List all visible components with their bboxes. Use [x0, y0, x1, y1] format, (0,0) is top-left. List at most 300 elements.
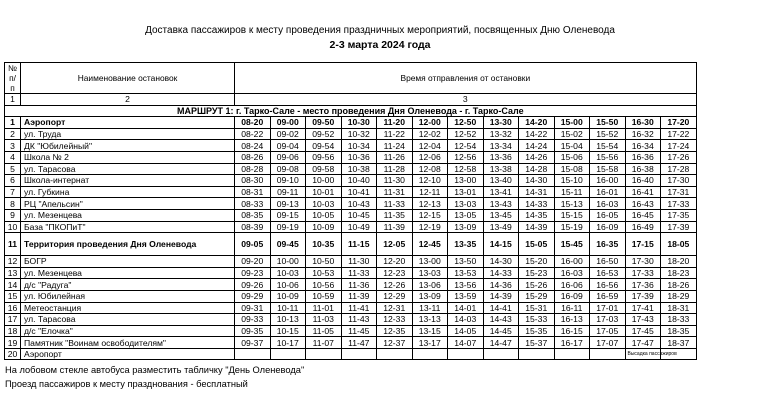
departure-time: 09-11	[270, 186, 306, 198]
departure-time: 15-58	[590, 163, 626, 175]
departure-time: 16-40	[625, 175, 661, 187]
departure-time: 13-06	[412, 279, 448, 291]
departure-time: 12-15	[412, 209, 448, 221]
departure-time: 14-03	[448, 314, 484, 326]
departure-time: 13-01	[448, 186, 484, 198]
departure-time: 13-41	[483, 186, 519, 198]
departure-time: 17-03	[590, 314, 626, 326]
departure-time: 12-45	[412, 233, 448, 256]
departure-time: 12-19	[412, 221, 448, 233]
departure-time: 15-50	[590, 117, 626, 129]
departure-time: 17-33	[625, 267, 661, 279]
departure-time: 17-43	[625, 314, 661, 326]
departure-time: 10-30	[341, 117, 377, 129]
departure-time	[341, 348, 377, 360]
departure-time: 14-39	[483, 290, 519, 302]
departure-time: 09-35	[235, 325, 271, 337]
departure-time: 10-50	[306, 256, 342, 268]
departure-time: 11-43	[341, 314, 377, 326]
departure-time: 10-09	[270, 290, 306, 302]
departure-time: 11-15	[341, 233, 377, 256]
departure-time: 16-09	[590, 221, 626, 233]
row-number: 13	[5, 267, 21, 279]
departure-time: 10-06	[270, 279, 306, 291]
departure-time: 13-45	[483, 209, 519, 221]
departure-time: 12-58	[448, 163, 484, 175]
stop-name: д/с "Елочка"	[21, 325, 235, 337]
departure-time: 16-00	[554, 256, 590, 268]
header-index-1: 1	[5, 94, 21, 106]
departure-time: 14-30	[519, 175, 555, 187]
row-number: 18	[5, 325, 21, 337]
row-number: 17	[5, 314, 21, 326]
departure-time: 13-36	[483, 151, 519, 163]
departure-time: 11-39	[341, 290, 377, 302]
departure-time: 12-31	[377, 302, 413, 314]
departure-time: 13-09	[412, 290, 448, 302]
departure-time: 12-54	[448, 140, 484, 152]
departure-time: 14-24	[519, 140, 555, 152]
departure-time: 08-30	[235, 175, 271, 187]
footer-note-sign: На лобовом стекле автобуса разместить табличку "День Оленевода"	[5, 365, 305, 375]
departure-time: 17-36	[625, 279, 661, 291]
departure-time: 13-56	[448, 279, 484, 291]
row-number: 16	[5, 302, 21, 314]
stop-name: Школа-интернат	[21, 175, 235, 187]
departure-time	[412, 348, 448, 360]
departure-time: 18-23	[661, 267, 697, 279]
header-row	[5, 63, 697, 94]
departure-time: 14-35	[519, 209, 555, 221]
departure-time: 17-47	[625, 337, 661, 349]
table-row	[5, 337, 697, 349]
departure-time: 10-03	[270, 267, 306, 279]
departure-time: 15-20	[519, 256, 555, 268]
header-time: Время отправления от остановки	[235, 63, 697, 94]
departure-time: 15-13	[554, 198, 590, 210]
document-date: 2-3 марта 2024 года	[329, 39, 431, 51]
stop-name: Аэропорт	[21, 348, 235, 360]
stop-name: ул. Труда	[21, 128, 235, 140]
departure-time: 15-45	[554, 233, 590, 256]
departure-time: 13-03	[412, 267, 448, 279]
departure-time: 09-31	[235, 302, 271, 314]
departure-time: 10-59	[306, 290, 342, 302]
departure-time: 16-17	[554, 337, 590, 349]
departure-time: 16-38	[625, 163, 661, 175]
document-title: Доставка пассажиров к месту проведения праздничных мероприятий, посвященных Дню Оленевода	[145, 25, 615, 36]
departure-time: 16-43	[625, 198, 661, 210]
departure-time: 10-09	[306, 221, 342, 233]
stop-name: Метеостанция	[21, 302, 235, 314]
departure-time: 12-00	[412, 117, 448, 129]
departure-time: 16-03	[554, 267, 590, 279]
departure-time: 09-56	[306, 151, 342, 163]
departure-time: 15-04	[554, 140, 590, 152]
departure-time: 12-23	[377, 267, 413, 279]
departure-time: 09-05	[235, 233, 271, 256]
departure-time: 18-37	[661, 337, 697, 349]
departure-time: 17-05	[590, 325, 626, 337]
departure-time: 10-40	[341, 175, 377, 187]
departure-time: 09-19	[270, 221, 306, 233]
departure-time: 16-32	[625, 128, 661, 140]
departure-time: 11-45	[341, 325, 377, 337]
departure-time: 12-35	[377, 325, 413, 337]
departure-time: 09-37	[235, 337, 271, 349]
stop-name: БОГР	[21, 256, 235, 268]
departure-time: 12-33	[377, 314, 413, 326]
departure-time: 15-37	[519, 337, 555, 349]
departure-time: 11-30	[341, 256, 377, 268]
departure-time: 11-33	[377, 198, 413, 210]
departure-time: 16-34	[625, 140, 661, 152]
departure-time: 15-19	[554, 221, 590, 233]
departure-time: 09-45	[270, 233, 306, 256]
table-row	[5, 163, 697, 175]
departure-time: 12-04	[412, 140, 448, 152]
departure-time	[377, 348, 413, 360]
departure-time: 09-33	[235, 314, 271, 326]
row-number: 2	[5, 128, 21, 140]
departure-time	[306, 348, 342, 360]
departure-time: 18-05	[661, 233, 697, 256]
departure-time: 14-05	[448, 325, 484, 337]
departure-time: 17-24	[661, 140, 697, 152]
departure-time: 11-26	[377, 151, 413, 163]
departure-time: 14-33	[483, 267, 519, 279]
stop-name: ул. Тарасова	[21, 314, 235, 326]
departure-time	[235, 348, 271, 360]
departure-time: 15-00	[554, 117, 590, 129]
departure-time: 18-29	[661, 290, 697, 302]
departure-time: 08-26	[235, 151, 271, 163]
departure-time: 10-35	[306, 233, 342, 256]
departure-time: 11-35	[377, 209, 413, 221]
departure-time: 12-08	[412, 163, 448, 175]
departure-time: 11-05	[306, 325, 342, 337]
row-number: 20	[5, 348, 21, 360]
departure-time: 11-03	[306, 314, 342, 326]
departure-time: 08-20	[235, 117, 271, 129]
departure-time: 17-31	[661, 186, 697, 198]
departure-time: 08-33	[235, 198, 271, 210]
stop-name: ул. Юбилейная	[21, 290, 235, 302]
departure-time: 09-26	[235, 279, 271, 291]
departure-time: 08-22	[235, 128, 271, 140]
departure-time	[519, 348, 555, 360]
table-row	[5, 348, 697, 360]
table-row	[5, 314, 697, 326]
table-row	[5, 151, 697, 163]
departure-time: 11-30	[377, 175, 413, 187]
departure-time: 15-05	[519, 233, 555, 256]
departure-time: 13-00	[448, 175, 484, 187]
departure-time: 12-20	[377, 256, 413, 268]
stop-name: ул. Тарасова	[21, 163, 235, 175]
departure-time: 12-02	[412, 128, 448, 140]
departure-time: 11-33	[341, 267, 377, 279]
departure-time: 15-29	[519, 290, 555, 302]
departure-time: 16-03	[590, 198, 626, 210]
departure-time: 14-26	[519, 151, 555, 163]
table-row	[5, 325, 697, 337]
departure-time: 09-00	[270, 117, 306, 129]
stop-name: д/с "Радуга"	[21, 279, 235, 291]
departure-time: 16-41	[625, 186, 661, 198]
header-index-row	[5, 94, 697, 106]
departure-time: 13-15	[412, 325, 448, 337]
departure-time: 15-35	[519, 325, 555, 337]
departure-time: 15-02	[554, 128, 590, 140]
departure-time: 11-36	[341, 279, 377, 291]
route-label: МАРШРУТ 1: г. Тарко-Сале - место проведения Дня Оленевода - г. Тарко-Сале	[5, 105, 697, 117]
departure-time: 10-49	[341, 221, 377, 233]
row-number: 6	[5, 175, 21, 187]
stop-name: Школа № 2	[21, 151, 235, 163]
departure-time: 16-35	[590, 233, 626, 256]
row-number: 14	[5, 279, 21, 291]
departure-time: 18-31	[661, 302, 697, 314]
row-number: 5	[5, 163, 21, 175]
departure-time: 14-01	[448, 302, 484, 314]
table-row	[5, 198, 697, 210]
departure-time: 17-28	[661, 163, 697, 175]
row-number: 10	[5, 221, 21, 233]
departure-time: 10-32	[341, 128, 377, 140]
departure-time: 14-43	[483, 314, 519, 326]
header-index-3: 3	[235, 94, 697, 106]
departure-time: 10-05	[306, 209, 342, 221]
departure-time: 13-05	[448, 209, 484, 221]
departure-time: 16-53	[590, 267, 626, 279]
row-number: 11	[5, 233, 21, 256]
departure-time: 10-00	[270, 256, 306, 268]
departure-time	[448, 348, 484, 360]
departure-time: 13-17	[412, 337, 448, 349]
departure-time: 15-52	[590, 128, 626, 140]
route-row	[5, 105, 697, 117]
departure-time: 14-33	[519, 198, 555, 210]
departure-time: 08-31	[235, 186, 271, 198]
departure-time: 10-38	[341, 163, 377, 175]
departure-time: 16-09	[554, 290, 590, 302]
departure-time	[270, 348, 306, 360]
departure-time: 09-06	[270, 151, 306, 163]
departure-time: 10-00	[306, 175, 342, 187]
departure-time: 08-28	[235, 163, 271, 175]
departure-time: 09-02	[270, 128, 306, 140]
departure-time: 10-45	[341, 209, 377, 221]
departure-time: 17-39	[625, 290, 661, 302]
departure-time: 10-41	[341, 186, 377, 198]
departure-time: 14-20	[519, 117, 555, 129]
stop-name: Территория проведения Дня Оленевода	[21, 233, 235, 256]
stop-name: База "ПКОПиТ"	[21, 221, 235, 233]
table-row	[5, 186, 697, 198]
table-row	[5, 128, 697, 140]
departure-time: 16-56	[590, 279, 626, 291]
departure-time: 13-13	[412, 314, 448, 326]
departure-time: 14-28	[519, 163, 555, 175]
table-row	[5, 175, 697, 187]
departure-time: 16-59	[590, 290, 626, 302]
stop-name: ул. Губкина	[21, 186, 235, 198]
drop-off-note: Высадка пассажиров	[625, 348, 661, 360]
departure-time: 10-13	[270, 314, 306, 326]
departure-time: 15-31	[519, 302, 555, 314]
departure-time: 13-53	[448, 267, 484, 279]
departure-time: 16-45	[625, 209, 661, 221]
departure-time: 09-23	[235, 267, 271, 279]
departure-time: 18-35	[661, 325, 697, 337]
departure-time: 17-22	[661, 128, 697, 140]
departure-time: 09-50	[306, 117, 342, 129]
departure-time: 11-24	[377, 140, 413, 152]
departure-time: 11-39	[377, 221, 413, 233]
departure-time: 08-24	[235, 140, 271, 152]
departure-time: 15-56	[590, 151, 626, 163]
departure-time	[554, 348, 590, 360]
departure-time: 14-41	[483, 302, 519, 314]
schedule-table	[4, 62, 697, 360]
departure-time: 18-33	[661, 314, 697, 326]
departure-time: 12-50	[448, 117, 484, 129]
departure-time: 17-30	[661, 175, 697, 187]
departure-time: 09-52	[306, 128, 342, 140]
departure-time: 18-26	[661, 279, 697, 291]
departure-time: 13-43	[483, 198, 519, 210]
departure-time: 13-50	[448, 256, 484, 268]
departure-time: 15-15	[554, 209, 590, 221]
footer-note-free: Проезд пассажиров к месту празднования - бесплатный	[5, 379, 248, 389]
header-index-2: 2	[21, 94, 235, 106]
departure-time: 16-01	[590, 186, 626, 198]
departure-time: 16-13	[554, 314, 590, 326]
departure-time: 11-41	[341, 302, 377, 314]
departure-time: 12-56	[448, 151, 484, 163]
departure-time: 10-36	[341, 151, 377, 163]
departure-time: 14-22	[519, 128, 555, 140]
departure-time: 12-26	[377, 279, 413, 291]
row-number: 7	[5, 186, 21, 198]
departure-time: 18-20	[661, 256, 697, 268]
departure-time: 09-54	[306, 140, 342, 152]
departure-time: 15-10	[554, 175, 590, 187]
departure-time: 14-39	[519, 221, 555, 233]
departure-time: 14-31	[519, 186, 555, 198]
row-number: 8	[5, 198, 21, 210]
departure-time: 15-26	[519, 279, 555, 291]
departure-time: 12-13	[412, 198, 448, 210]
departure-time: 13-35	[448, 233, 484, 256]
departure-time: 17-01	[590, 302, 626, 314]
departure-time: 16-50	[590, 256, 626, 268]
departure-time: 12-29	[377, 290, 413, 302]
departure-time: 16-15	[554, 325, 590, 337]
departure-time: 17-26	[661, 151, 697, 163]
header-stop-name: Наименование остановок	[21, 63, 235, 94]
table-row	[5, 256, 697, 268]
departure-time: 16-36	[625, 151, 661, 163]
departure-time: 13-59	[448, 290, 484, 302]
departure-time: 10-43	[341, 198, 377, 210]
stop-name: ул. Мезенцева	[21, 209, 235, 221]
departure-time: 17-33	[661, 198, 697, 210]
departure-time: 10-56	[306, 279, 342, 291]
departure-time: 16-11	[554, 302, 590, 314]
row-number: 4	[5, 151, 21, 163]
departure-time: 11-28	[377, 163, 413, 175]
departure-time: 16-05	[590, 209, 626, 221]
departure-time: 12-37	[377, 337, 413, 349]
departure-time: 12-06	[412, 151, 448, 163]
departure-time: 09-10	[270, 175, 306, 187]
stop-name: ДК "Юбилейный"	[21, 140, 235, 152]
departure-time: 17-15	[625, 233, 661, 256]
departure-time: 10-15	[270, 325, 306, 337]
departure-time: 15-23	[519, 267, 555, 279]
departure-time	[590, 348, 626, 360]
departure-time: 10-34	[341, 140, 377, 152]
stop-name: ул. Мезенцева	[21, 267, 235, 279]
departure-time: 16-06	[554, 279, 590, 291]
departure-time: 17-41	[625, 302, 661, 314]
departure-time: 11-20	[377, 117, 413, 129]
departure-time: 09-15	[270, 209, 306, 221]
departure-time: 11-01	[306, 302, 342, 314]
table-row	[5, 279, 697, 291]
table-row	[5, 302, 697, 314]
header-num: № п/п	[5, 63, 21, 94]
departure-time: 15-06	[554, 151, 590, 163]
departure-time: 13-34	[483, 140, 519, 152]
departure-time: 15-08	[554, 163, 590, 175]
departure-time: 13-03	[448, 198, 484, 210]
departure-time: 17-20	[661, 117, 697, 129]
departure-time: 11-47	[341, 337, 377, 349]
departure-time: 16-30	[625, 117, 661, 129]
departure-time: 09-04	[270, 140, 306, 152]
departure-time: 16-49	[625, 221, 661, 233]
departure-time: 09-08	[270, 163, 306, 175]
departure-time: 13-40	[483, 175, 519, 187]
table-row	[5, 140, 697, 152]
departure-time: 13-49	[483, 221, 519, 233]
departure-time: 14-07	[448, 337, 484, 349]
row-number: 19	[5, 337, 21, 349]
table-row	[5, 209, 697, 221]
departure-time: 11-22	[377, 128, 413, 140]
departure-time: 12-10	[412, 175, 448, 187]
departure-time: 17-39	[661, 221, 697, 233]
departure-time: 10-53	[306, 267, 342, 279]
departure-time: 11-31	[377, 186, 413, 198]
departure-time: 10-03	[306, 198, 342, 210]
table-row	[5, 221, 697, 233]
row-number: 9	[5, 209, 21, 221]
departure-time: 15-54	[590, 140, 626, 152]
departure-time: 13-30	[483, 117, 519, 129]
departure-time: 15-33	[519, 314, 555, 326]
departure-time: 12-52	[448, 128, 484, 140]
stop-name: Памятник "Воинам освободителям"	[21, 337, 235, 349]
departure-time: 10-17	[270, 337, 306, 349]
table-row	[5, 267, 697, 279]
departure-time: 13-32	[483, 128, 519, 140]
departure-time: 14-36	[483, 279, 519, 291]
departure-time: 16-00	[590, 175, 626, 187]
